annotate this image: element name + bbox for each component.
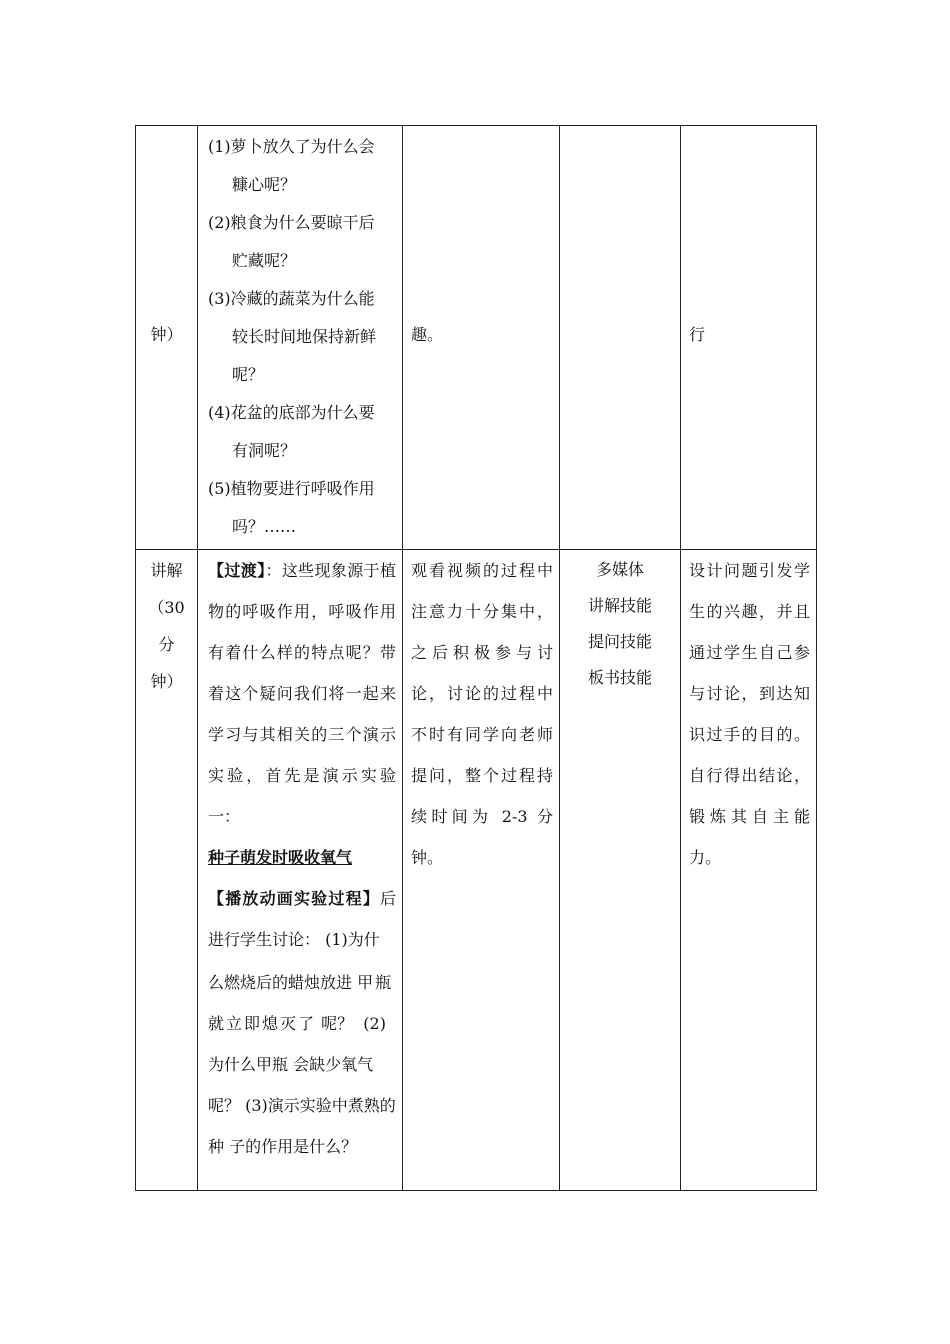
question-item: (2)粮食为什么要晾干后 [208, 213, 375, 232]
design-intent-text: 行 [689, 325, 706, 344]
question-continuation: 贮藏呢？ [232, 251, 297, 270]
question-continuation: 糠心呢？ [232, 175, 297, 194]
question-list [198, 960, 402, 1167]
table-row [136, 126, 817, 550]
question-continuation: 会缺少氧气呢？ [208, 1055, 374, 1115]
transition-label: 【过渡】 [208, 561, 266, 580]
stage-cell [136, 126, 198, 550]
question-item: (3)冷藏的蔬菜为什么能 [208, 289, 375, 308]
question-continuation: 甲瓶就立即熄灭了 [208, 973, 394, 1033]
skill-list [560, 550, 680, 696]
skill-item: 讲解技能 [587, 596, 652, 615]
question-item: (3)演示实验中煮熟的种 [208, 1096, 396, 1156]
content-cell [198, 550, 403, 1191]
content-cell [198, 126, 403, 550]
play-label: 【播放动画实验过程】 [208, 889, 380, 908]
design-intent-cell [681, 126, 817, 550]
stage-line: 分 [158, 635, 175, 654]
student-activity-text: 观看视频的过程中注意力十分集中，之后积极参与讨论，讨论的过程中不时有同学向老师提问，整个过程持续时间为 2-3 分钟。 [411, 561, 553, 867]
stage-line: 钟） [150, 672, 183, 691]
table-row [136, 550, 817, 1191]
question-continuation: 呢？ [232, 365, 265, 384]
question-item: (1)萝卜放久了为什么会 [208, 137, 375, 156]
design-intent-text: 设计问题引发学生的兴趣，并且通过学生自己参与讨论，到达知识过手的目的。自行得出结论，锻炼其自主能力。 [689, 561, 810, 867]
skill-item: 板书技能 [587, 668, 652, 687]
student-activity-cell [403, 550, 560, 1191]
skill-cell [560, 126, 681, 550]
question-continuation: 呢？ (2)为什么甲瓶 [208, 1014, 386, 1074]
question-continuation: 有洞呢？ [232, 441, 297, 460]
student-activity-text: 趣。 [411, 325, 444, 344]
skill-item: 提问技能 [587, 632, 652, 651]
skill-cell [560, 550, 681, 1191]
play-text: 后进行学生讨论： [208, 889, 396, 949]
experiment-title-line [198, 837, 402, 878]
transition-text: ：这些现象源于植物的呼吸作用，呼吸作用有着什么样的特点呢？带着这个疑问我们将一起来学习与其相关的三个演示实验，首先是演示实验一： [208, 561, 396, 826]
question-continuation: 子的作用是什么？ [229, 1137, 358, 1156]
question-list [198, 126, 402, 546]
question-item: (4)花盆的底部为什么要 [208, 403, 375, 422]
stage-line: 讲解 [150, 561, 183, 580]
play-paragraph: 【播放动画实验过程】后进行学生讨论： (1)为什 [208, 889, 396, 949]
question-item: (5)植物要进行呼吸作用 [208, 479, 375, 498]
transition-paragraph [198, 550, 402, 837]
question-continuation: 较长时间地保持新鲜 [232, 327, 377, 346]
skill-item: 多媒体 [595, 560, 644, 579]
stage-label: 钟） [150, 325, 183, 344]
lesson-plan-table [135, 125, 817, 1191]
student-activity-cell [403, 126, 560, 550]
question-continuation: 么燃烧后的蜡烛放进 [208, 973, 353, 992]
stage-cell [136, 550, 198, 1191]
experiment-title: 种子萌发时吸收氧气 [208, 848, 353, 867]
design-intent-cell [681, 550, 817, 1191]
stage-line: （30 [148, 598, 185, 617]
question-continuation: 吗？…… [232, 517, 297, 536]
